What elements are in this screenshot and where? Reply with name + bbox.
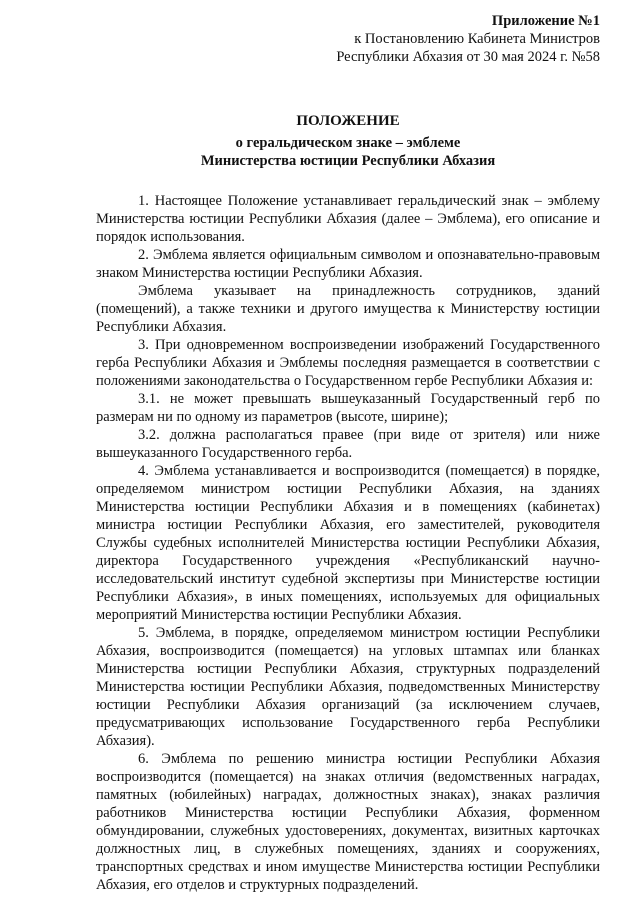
paragraph-1: 1. Настоящее Положение устанавливает геральдический знак – эмблему Министерства юстиции Республики Абхазия (далее – Эмблема), его описание и порядок использования. xyxy=(96,193,600,245)
document-heading xyxy=(96,112,600,170)
document-title: ПОЛОЖЕНИЕ xyxy=(296,113,400,129)
paragraph-5: 5. Эмблема, в порядке, определяемом министром юстиции Республики Абхазия, воспроизводится (помещается) на угловых штампах или бланках Министерства юстиции Республики Абхазия, структурных подразделений Министерства юстиции Республики Абхазия, подведомственных Министерству юстиции Республики Абхазия организаций (за исключением случаев, предусматривающих использование Государственного герба Республики Абхазия). xyxy=(96,625,600,749)
document-subtitle-1: о геральдическом знаке – эмблеме xyxy=(235,135,461,151)
paragraph-3: 3. При одновременном воспроизведении изображений Государственного герба Республики Абхазия и Эмблемы последняя размещается в соответствии с положениями законодательства о Государственном гербе Республики Абхазия и: xyxy=(96,337,600,389)
paragraph-2: 2. Эмблема является официальным символом и опознавательно-правовым знаком Министерства юстиции Республики Абхазия. xyxy=(96,247,600,281)
document-subtitle-2: Министерства юстиции Республики Абхазия xyxy=(200,153,496,169)
appendix-line-1: к Постановлению Кабинета Министров xyxy=(354,31,600,47)
document-body xyxy=(96,192,600,894)
paragraph-4: 4. Эмблема устанавливается и воспроизводится (помещается) в порядке, определяемом министром юстиции Республики Абхазия, на зданиях Министерства юстиции Республики Абхазия и в помещениях (кабинетах) министра юстиции Республики Абхазия, его заместителей, руководителя Службы судебных исполнителей Министерства юстиции Республики Абхазия, директора Государственного учреждения «Республиканский научно-исследовательский институт судебной экспертизы при Министерстве юстиции Республики Абхазия», в иных помещениях, используемых для официальных мероприятий Министерства юстиции Республики Абхазия. xyxy=(96,463,600,623)
appendix-block xyxy=(96,12,600,66)
paragraph-2-continued: Эмблема указывает на принадлежность сотрудников, зданий (помещений), а также техники и другого имущества к Министерству юстиции Республики Абхазия. xyxy=(96,283,600,335)
paragraph-6: 6. Эмблема по решению министра юстиции Республики Абхазия воспроизводится (помещается) на знаках отличия (ведомственных наградах, памятных (юбилейных) наградах, должностных знаках), знаках различия работников Министерства юстиции Республики Абхазия, форменном обмундировании, служебных удостоверениях, документах, визитных карточках должностных лиц, в служебных помещениях, зданиях и сооружениях, транспортных средствах и ином имуществе Министерства юстиции Республики Абхазия, его отделов и структурных подразделений. xyxy=(96,751,600,893)
appendix-title: Приложение №1 xyxy=(491,13,600,29)
paragraph-3-1: 3.1. не может превышать вышеуказанный Государственный герб по размерам ни по одному из параметров (высоте, ширине); xyxy=(96,391,600,425)
paragraph-3-2: 3.2. должна располагаться правее (при виде от зрителя) или ниже вышеуказанного Государственного герба. xyxy=(96,427,600,461)
appendix-line-2: Республики Абхазия от 30 мая 2024 г. №58 xyxy=(336,49,600,65)
